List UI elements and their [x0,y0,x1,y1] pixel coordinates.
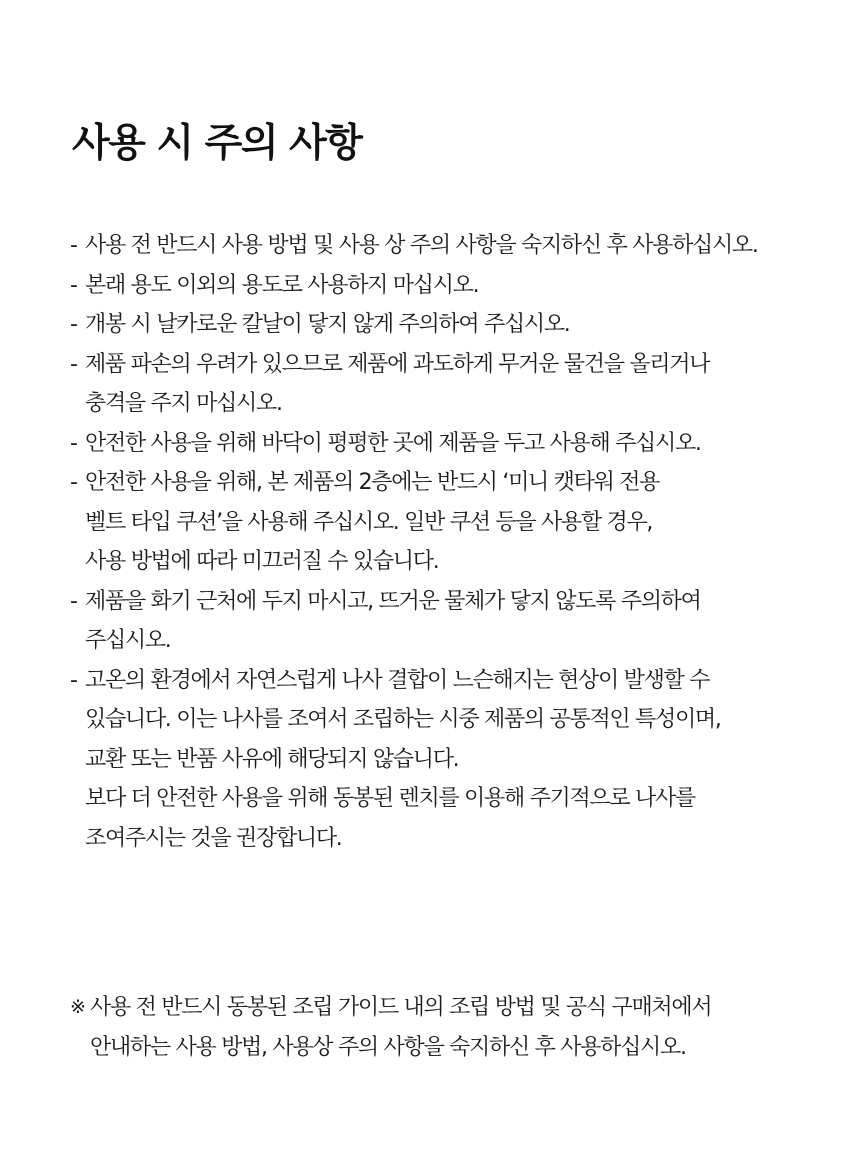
bullet-dash: - [70,351,78,377]
list-item [70,345,800,424]
list-item [70,463,800,582]
item-line: 개봉 시 날카로운 칼날이 닿지 않게 주의하여 주십시오. [85,312,570,337]
item-line: 조여주시는 것을 권장합니다. [85,825,342,851]
list-item [70,226,800,266]
bullet-dash: - [70,430,78,456]
item-line: 사용 방법에 따라 미끄러질 수 있습니다. [85,549,439,574]
item-line: 교환 또는 반품 사유에 해당되지 않습니다. [85,746,459,772]
item-line: 안전한 사용을 위해, 본 제품의 2층에는 반드시 ‘미니 캣타워 전용 [85,470,660,495]
item-line: 본래 용도 이외의 용도로 사용하지 마십시오. [85,272,479,298]
reference-note [70,988,820,1067]
item-line: 제품을 화기 근처에 두지 마시고, 뜨거운 물체가 닿지 않도록 주의하여 [85,588,701,614]
item-line: 주십시오. [85,628,171,653]
item-line: 있습니다. 이는 나사를 조여서 조립하는 시중 제품의 공통적인 특성이며, [85,707,721,732]
list-item [70,266,800,306]
page-title: 사용 시 주의 사항 [72,121,362,166]
item-line: 보다 더 안전한 사용을 위해 동봉된 렌치를 이용해 주기적으로 나사를 [85,786,695,811]
list-item [70,661,800,859]
list-item [70,582,800,661]
note-line: 안내하는 사용 방법, 사용상 주의 사항을 숙지하신 후 사용하십시오. [90,1034,686,1060]
list-item [70,305,800,345]
reference-mark: ※ [70,996,86,1018]
bullet-dash: - [70,272,78,298]
item-line: 충격을 주지 마십시오. [85,391,282,416]
item-line: 안전한 사용을 위해 바닥이 평평한 곳에 제품을 두고 사용해 주십시오. [85,430,701,456]
bullet-dash: - [70,312,78,337]
item-line: 제품 파손의 우려가 있으므로 제품에 과도하게 무거운 물건을 올리거나 [85,351,710,377]
item-line: 벨트 타입 쿠션’을 사용해 주십시오. 일반 쿠션 등을 사용할 경우, [85,509,653,535]
note-line: 사용 전 반드시 동봉된 조립 가이드 내의 조립 방법 및 공식 구매처에서 [90,995,712,1020]
bullet-dash: - [70,588,78,614]
bullet-dash: - [70,233,78,258]
bullet-dash: - [70,470,78,495]
list-item [70,424,800,464]
caution-list [70,226,800,858]
item-line: 고온의 환경에서 자연스럽게 나사 결합이 느슨해지는 현상이 발생할 수 [85,667,710,693]
item-line: 사용 전 반드시 사용 방법 및 사용 상 주의 사항을 숙지하신 후 사용하십시오. [85,233,758,258]
bullet-dash: - [70,667,78,693]
